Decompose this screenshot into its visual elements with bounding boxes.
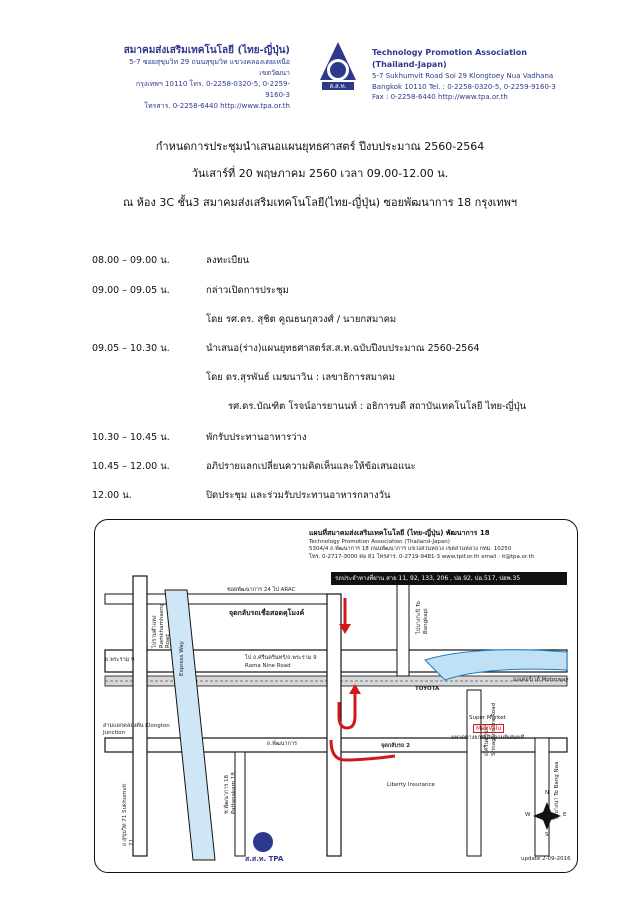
document-venue: ณ ห้อง 3C ชั้น3 สมาคมส่งเสริมเทคโนโลยี(ไทย-ญี่ปุ่น) ซอยพัฒนาการ 18 กรุงเทพฯ	[122, 196, 518, 209]
schedule-time: 09.05 – 10.30 น.	[92, 343, 170, 354]
schedule-desc: พักรับประทานอาหารว่าง	[206, 432, 307, 443]
schedule-desc: ลงทะเบียน	[206, 255, 250, 266]
schedule-desc: โดย รศ.ดร. สุชิต คูณธนกุลวงศ์ / นายกสมาคม	[206, 314, 397, 325]
map-contact: โทร. 0-2717-3000 ต่อ 81 โทรสาร. 0-2719-9481-3 www.tpif.or.th email : it@tpa.or.th	[309, 554, 535, 560]
compass-w: W	[525, 812, 531, 818]
org-name-thai: สมาคมส่งเสริมเทคโนโลยี (ไทย-ญี่ปุ่น)	[123, 45, 290, 56]
schedule-time: 09.00 – 09.05 น.	[92, 285, 170, 296]
rama9-thai-label: ถ.พระราม 9	[105, 657, 135, 663]
header-english-block	[372, 47, 572, 103]
airport-link-label: มหาดทางยกระดับคามพิเศษนที	[451, 735, 525, 741]
ramkhamhaeng-label: ไปรามคำแหง Ramkhamhaeng Road	[152, 602, 171, 648]
express-way-label: Express Way	[179, 641, 185, 676]
schedule-desc: โดย ดร.สุรพันธ์ เมฆนาวิน : เลขาธิการสมาคม	[206, 372, 395, 383]
schedule-desc: กล่าวเปิดการประชุม	[206, 285, 289, 296]
schedule-time: 10.45 – 12.00 น.	[92, 461, 170, 472]
compass-s: S	[545, 832, 549, 838]
schedule-time: 12.00 น.	[92, 490, 132, 501]
maxvalu-label: MaxValu	[473, 724, 504, 733]
map-title-thai: แผนที่สมาคมส่งเสริมเทคโนโลยี (ไทย-ญี่ปุ่น) พัฒนาการ 18	[309, 529, 490, 537]
to-bangna-label: ไปบางนา To Bang Naa	[554, 761, 560, 820]
address-thai-line: โทรสาร. 0-2258-6440 http://www.tpa.or.th	[144, 102, 290, 110]
rama9-link-label: ไป ถ.ศรีนครินทร์/ถ.พระราม 9	[245, 655, 317, 661]
bus-routes-banner: รถประจำทางที่ผ่าน สาย 11, 92, 133, 206 , ปอ.92, ปอ.517, ปอพ.35	[331, 572, 567, 585]
klongton-junction-label: สามแยกคลองตัน Klongton Junction	[103, 723, 170, 736]
address-english-line: 5-7 Sukhumvit Road Soi 29 Klongtoey Nua Vadhana	[372, 72, 554, 80]
uturn2-label: จุดกลับรถ 2	[381, 743, 411, 749]
address-english-line: Fax : 0-2258-6440 http://www.tpa.or.th	[372, 93, 508, 101]
compass-n: N	[545, 790, 550, 796]
schedule-desc: ปิดประชุม และร่วมรับประทานอาหารกลางวัน	[206, 490, 391, 501]
toyota-label: TOYOTA	[415, 686, 440, 692]
srinagarindra-label: ถ.ศรีนครินทร์ Srinagarindra Road	[484, 703, 497, 756]
document-date-time: วันเสาร์ที่ 20 พฤษภาคม 2560 เวลา 09.00-12.00 น.	[191, 167, 449, 180]
soi18-label: ซ.พัฒนาการ 18 Pattanakarn 18	[224, 772, 237, 814]
motorway-label: มอเตอร์เวย์ Motorway	[513, 677, 569, 683]
schedule-time: 08.00 – 09.00 น.	[92, 255, 170, 266]
location-map	[94, 519, 578, 873]
schedule-desc: นำเสนอ(ร่าง)แผนยุทธศาสตร์ส.ส.ท.ฉบับปีงบประมาณ 2560-2564	[206, 343, 480, 354]
map-update-date: update 2-09-2016	[521, 856, 571, 862]
map-title-english: Technology Promotion Association (Thailand-Japan)	[309, 539, 450, 545]
uturn-label: จุดกลับรถเชื่อสอดคุโมงค์	[229, 609, 305, 617]
rama9-road-label: Rama Nine Road	[245, 663, 291, 669]
document-title: กำหนดการประชุมนำเสนอแผนยุทธศาสตร์ ปีงบประมาณ 2560-2564	[155, 140, 485, 153]
address-thai-line: กรุงเทพฯ 10110 โทร. 0-2258-0320-5, 0-2259-9160-3	[135, 80, 290, 99]
pattanakarn-road-label: ถ.พัฒนาการ	[267, 741, 297, 747]
map-header	[309, 528, 569, 561]
header-thai-block	[118, 44, 290, 112]
liberty-label: Liberty Insurance	[387, 782, 435, 788]
schedule-desc: อภิปรายแลกเปลี่ยนความคิดเห็นและให้ข้อเสนอแนะ	[206, 461, 416, 472]
compass-e: E	[563, 812, 567, 818]
address-english-line: Bangkok 10110 Tel. : 0-2258-0320-5, 0-2259-9160-3	[372, 82, 556, 91]
tpa-logo	[316, 40, 360, 92]
org-name-english: Technology Promotion Association (Thailand-Japan)	[372, 48, 527, 69]
to-bangkapi-label: ไปบางกะปิ To Bangkapi	[416, 601, 429, 634]
schedule-desc: รศ.ดร.บัณฑิต โรจน์อารยานนท์ : อธิการบดี สถาบันเทคโนโลยี ไทย-ญี่ปุ่น	[228, 401, 527, 412]
map-address: 5304/4 ถ.พัฒนาการ 18 ถนนพัฒนาการ แขวงสวนหลวง เขตสวนหลวง กทม. 10250	[309, 546, 512, 552]
sukhumvit71-label: ถ.สุขุมวิท 71 Sukhumvit 71	[122, 783, 135, 846]
address-thai-line: 5-7 ซอยสุขุมวิท 29 ถนนสุขุมวิท แขวงคลองเตยเหนือ เขตวัฒนา	[129, 58, 290, 77]
supermarket-label: Super Market	[469, 715, 506, 721]
soi24-label: ซอยพัฒนาการ 24 ไป ARAC	[227, 587, 296, 593]
tpa-map-label: ส.ส.ท. TPA	[245, 855, 284, 863]
schedule-time: 10.30 – 10.45 น.	[92, 432, 170, 443]
logo-text: ส.ส.ท.	[329, 83, 347, 90]
